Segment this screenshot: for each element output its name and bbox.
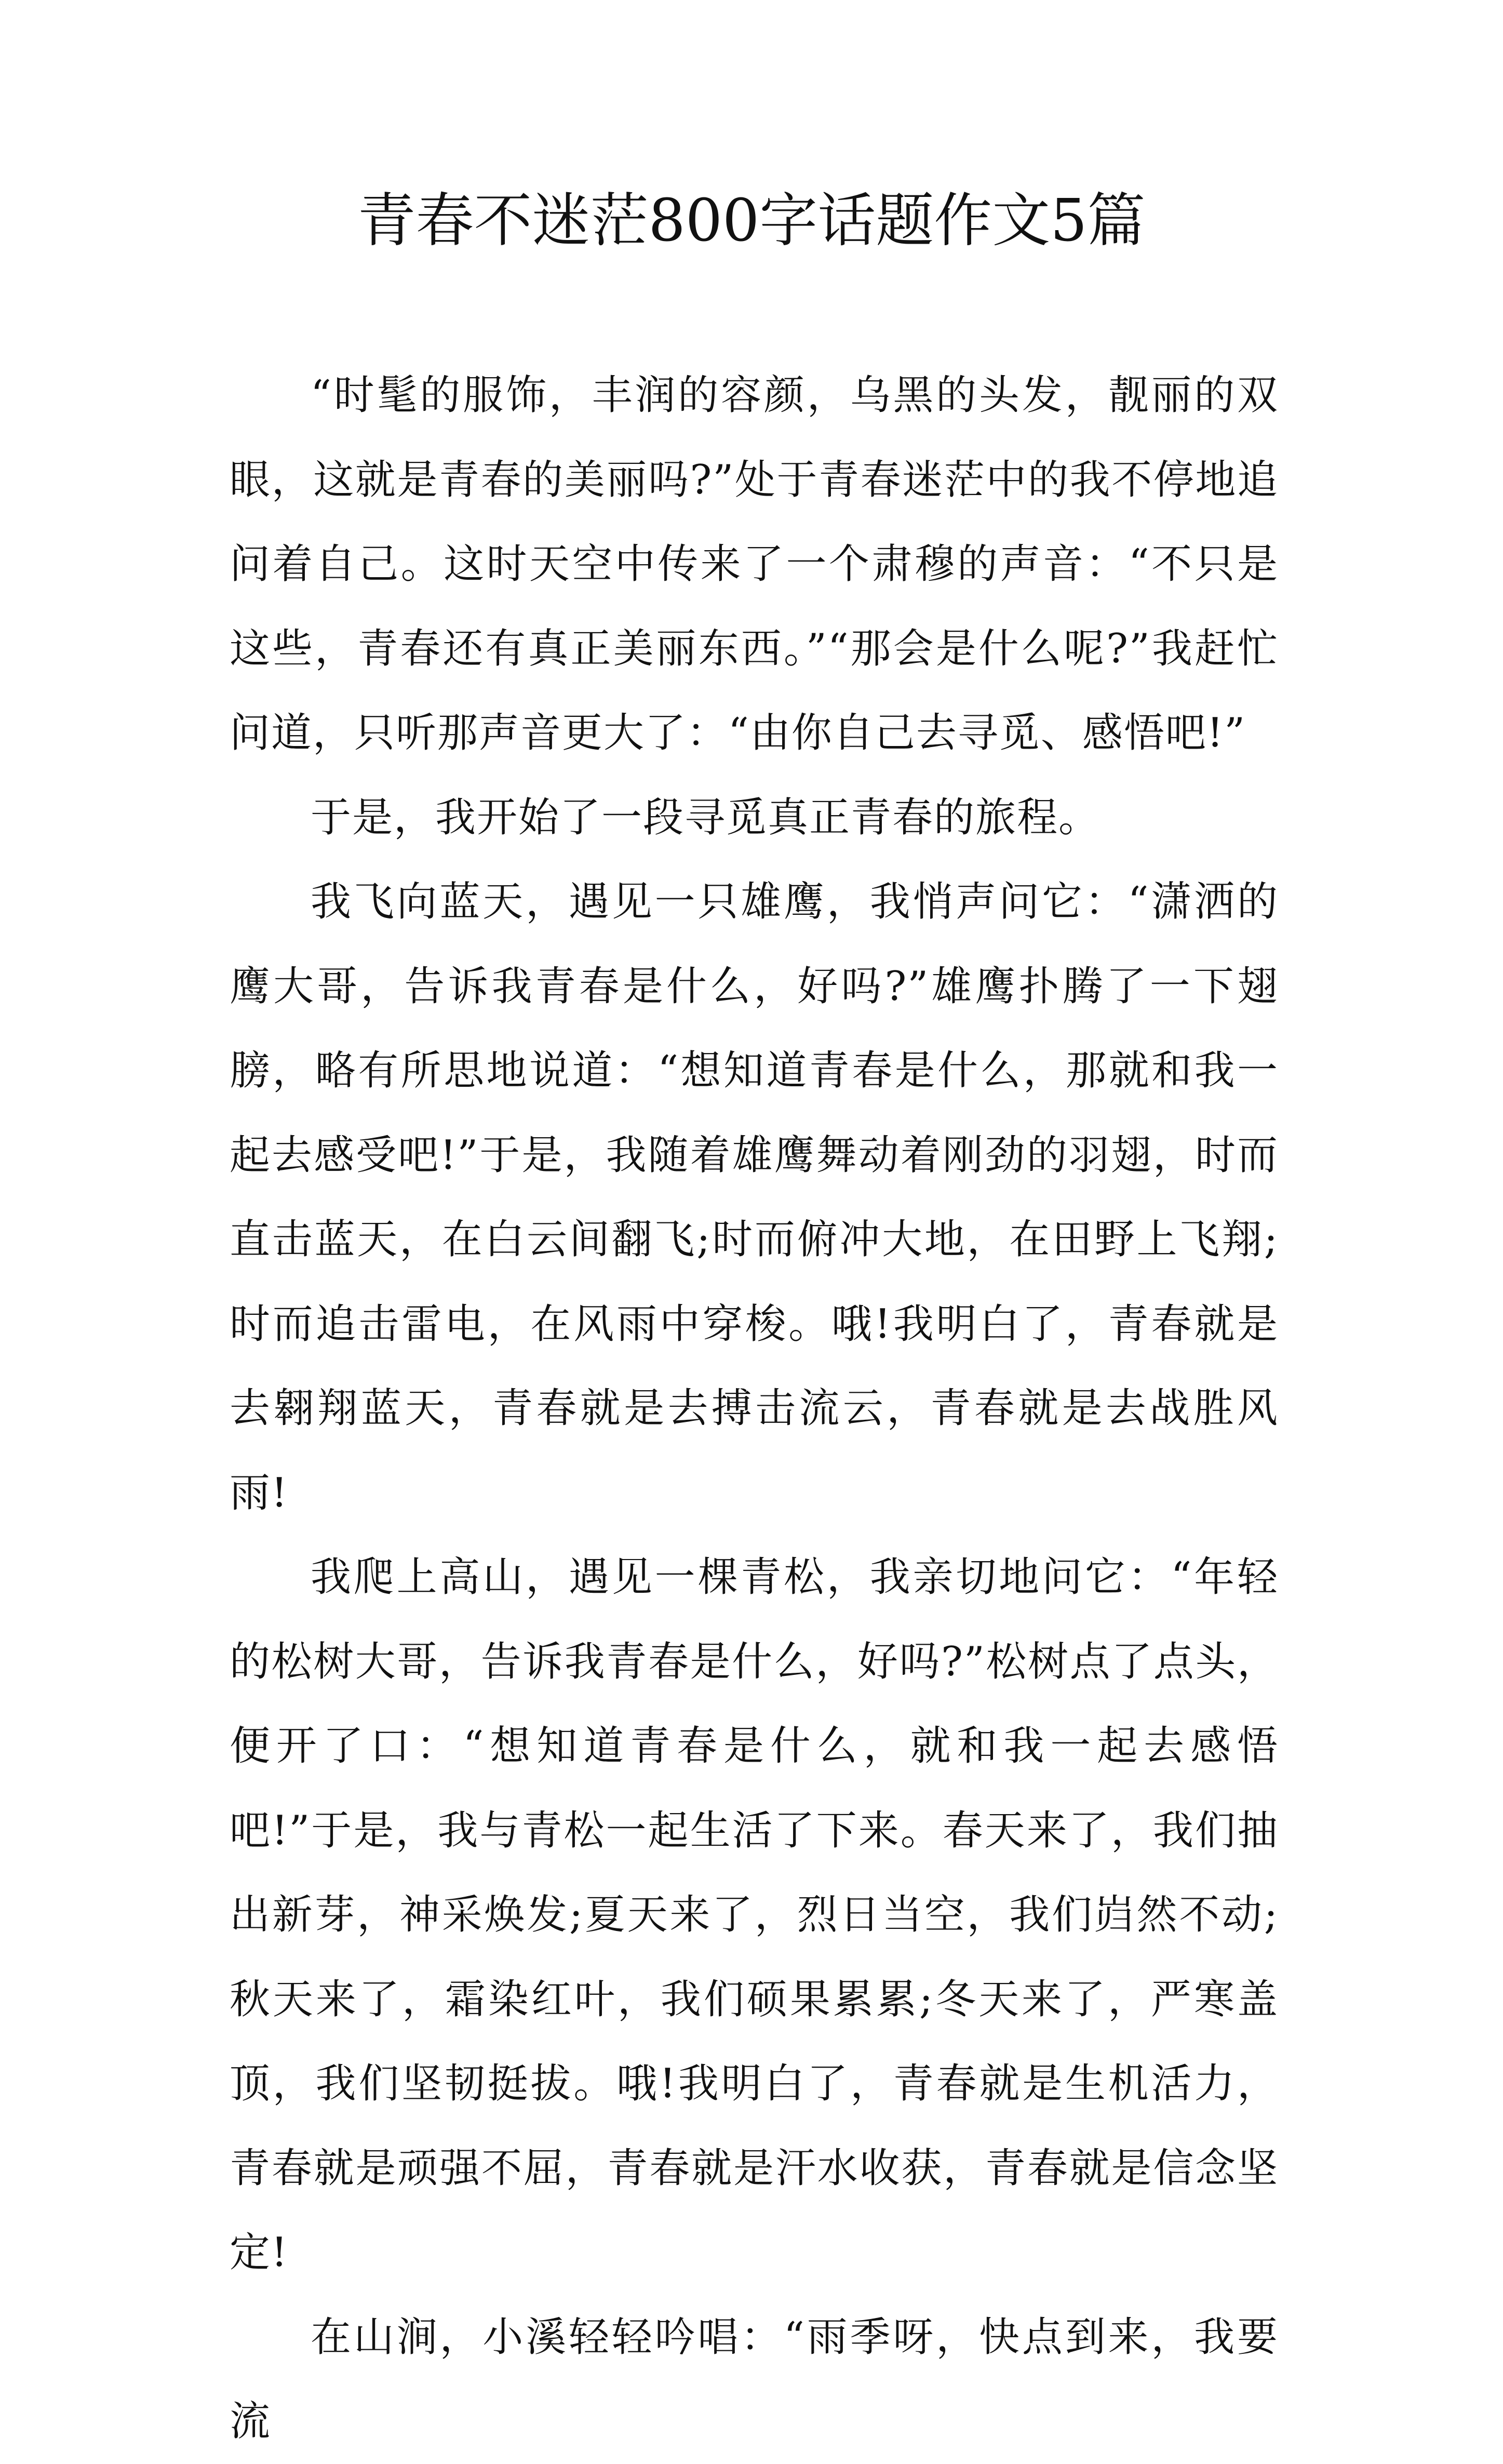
paragraph: 于是，我开始了一段寻觅真正青春的旅程。 (311, 794, 1101, 841)
paragraph: 在山涧，小溪轻轻吟唱：“雨季呀，快点到来，我要流 (230, 2313, 1279, 2445)
document-title: 青春不迷茫800字话题作文5篇 (357, 187, 1146, 255)
paragraph: 我飞向蓝天，遇见一只雄鹰，我悄声问它：“潇洒的鹰大哥，告诉我青春是什么，好吗?”雄鹰扑腾了一下翅膀，略有所思地说道：“想知道青春是什么，那就和我一起去感受吧!”于是，我随着雄鹰舞动着刚劲的羽翅，时而直击蓝天，在白云间翻飞;时而俯冲大地，在田野上飞翔;时而追击雷电，在风雨中穿梭。哦!我明白了，青春就是去翱翔蓝天，青春就是去搏击流云，青春就是去战胜风雨! (230, 878, 1279, 1516)
paragraph: 我爬上高山，遇见一棵青松，我亲切地问它：“年轻的松树大哥，告诉我青春是什么，好吗?”松树点了点头，便开了口：“想知道青春是什么，就和我一起去感悟吧!”于是，我与青松一起生活了下来。春天来了，我们抽出新芽，神采焕发;夏天来了，烈日当空，我们岿然不动;秋天来了，霜染红叶，我们硕果累累;冬天来了，严寒盖顶，我们坚韧挺拔。哦!我明白了，青春就是生机活力，青春就是顽强不屈，青春就是汗水收获，青春就是信念坚定! (230, 1554, 1279, 2276)
document-body (230, 353, 1279, 2464)
paragraph: “时髦的服饰，丰润的容颜，乌黑的头发，靓丽的双眼，这就是青春的美丽吗?”处于青春迷茫中的我不停地追问着自己。这时天空中传来了一个肃穆的声音：“不只是这些，青春还有真正美丽东西。”“那会是什么呢?”我赶忙问道，只听那声音更大了：“由你自己去寻觅、感悟吧!” (230, 372, 1279, 756)
